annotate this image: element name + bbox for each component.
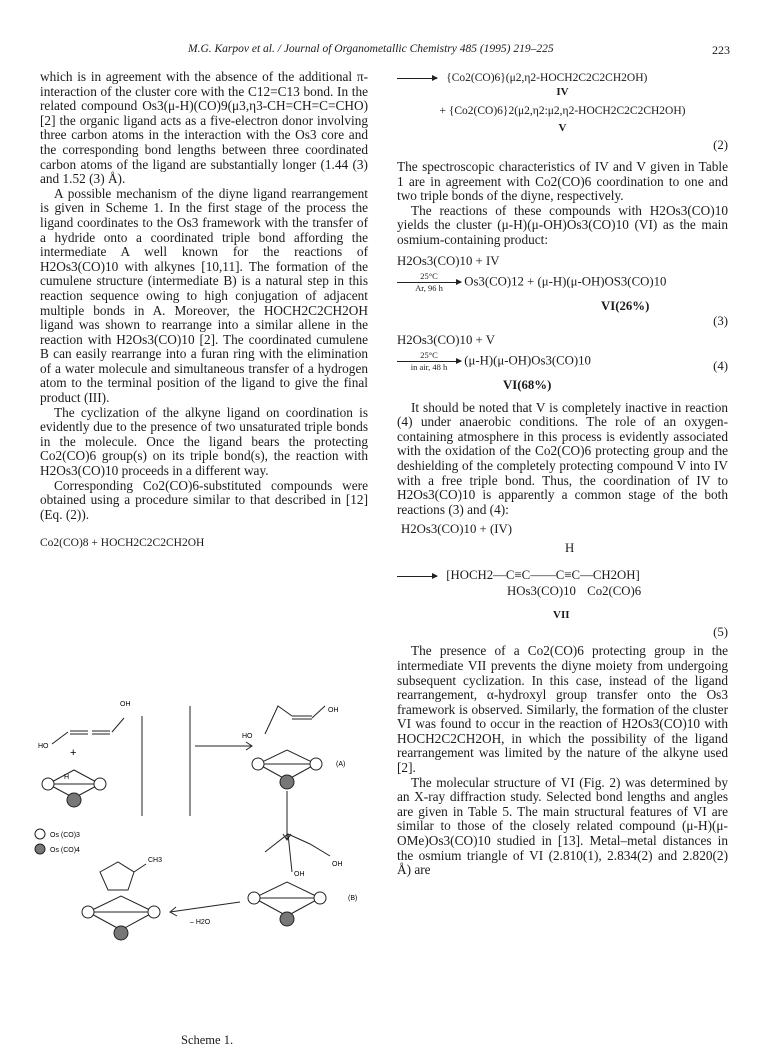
left-column [40, 70, 368, 551]
equation-3-products: Os3(CO)12 + (μ-H)(μ-OH)OS3(CO)10 [464, 274, 667, 288]
equation-5-number-row [397, 625, 728, 640]
equation-2-number-row [397, 138, 728, 154]
equation-5-reactants: H2Os3(CO)10 + (IV) [401, 522, 512, 537]
running-header [40, 43, 730, 59]
scheme-label-oh-b2: OH [294, 871, 305, 878]
equation-5-main-row [397, 568, 728, 583]
intermediate-a-label: (A) [336, 761, 346, 768]
equation-3-arrow: $\frac{25^\circ C}{Ar, 96 h}$ [397, 272, 461, 293]
equation-4-reactants: H2Os3(CO)10 + V [397, 332, 495, 347]
page-number: 223 [712, 43, 730, 57]
equation-5-sub-right: Co2(CO)6 [587, 584, 642, 599]
eq2-reactants: Co2(CO)8 + HOCH2C2C2CH2OH [40, 537, 205, 550]
equation-5-number: (5) [713, 625, 728, 640]
equation-3-yield-row [397, 299, 728, 314]
scheme-label-plus: + [70, 747, 77, 759]
equation-3-products-row [397, 272, 728, 293]
equation-3-yield: VI(26%) [601, 298, 650, 313]
compound-label-vii: VII [553, 609, 570, 622]
equation-4-number: (4) [713, 358, 728, 373]
paragraph-1: which is in agreement with the absence of the additional π-interaction of the cluster core with the C12=C13 bond. In the related compound Os3(μ-H)(CO)9(μ3,η3-CH=CH=C=CHO) [2] the organic ligand acts as a five-electron donor involving three carbon atoms in the interaction with the Os3 core and the corresponding bond lengths between three coordinated carbon atoms of the ligand are substantially longer (1.44 (3) and 1.52 (3) Å). [40, 69, 368, 187]
equation-3-number-row [397, 314, 728, 329]
equation-4-products: (μ-H)(μ-OH)Os3(CO)10 [464, 353, 591, 367]
paragraph-3: The cyclization of the alkyne ligand on coordination is evidently due to the presence of two unsaturated triple bonds in the molecule. Once the ligand bears the protecting Co2(CO)6 group(s) on its triple bond(s), the reaction with H2Os3(CO)10 proceeds in a different way. [40, 404, 368, 479]
equation-5-vii-row [397, 607, 728, 623]
scheme-label-minus-water: – H2O [190, 919, 211, 926]
paragraph-4: Corresponding Co2(CO)6-substituted compounds were obtained using a procedure similar to that described in [12] (Eq. (2)). [40, 477, 368, 522]
equation-5-sub-left: HOs3(CO)10 [507, 584, 576, 599]
equation-4-yield-row [397, 378, 728, 393]
equation-3-reactants: H2Os3(CO)10 + IV [397, 253, 500, 268]
equation-5-main: [HOCH2—C≡C——C≡C—CH2OH] [446, 568, 640, 583]
equation-2-line-2: + {Co2(CO)6}2(μ2,η2:μ2,η2-HOCH2C2C2CH2OH) [439, 105, 686, 117]
equation-5-arrow [397, 576, 437, 577]
paragraph-2: A possible mechanism of the diyne ligand rearrangement is given in Scheme 1. In the first stage of the process the ligand coordinates to the Os3 framework with the transfer of a hydride onto a coordinated triple bond affording the intermediate A well known for the reactions of H2Os3(CO)10 with alkynes [10,11]. The formation of the cumulene structure (intermediate B) is a natural step in this reaction sequence owing to high conjugation of adjacent multiple bonds in A. Moreover, the HOCH2C2CH2OH ligand was shown to rearrange into a similar allene in the reaction with H2Os3(CO)10 [2]. The coordinated cumulene B can easily rearrange into a furan ring with the elimination of a water molecule and simultaneous transfer of a hydrogen atom to the terminal position of the ligand to give the final product (III). [40, 185, 368, 406]
legend-os-co4: Os (CO)4 [50, 847, 80, 854]
equation-4-arrow: 25°C in air, 48 h [397, 351, 461, 372]
paragraph-r3: It should be noted that V is completely inactive in reaction (4) under anaerobic conditions. The role of an oxygen-containing atmosphere in this process is evidently associated with the oxidation of the Co2(CO)6 protecting group and the deshielding of the completely protecting compound V into IV with a free triple bond. Thus, the coordination of IV to H2Os3(CO)10 is apparently a common stage of the both reactions (3) and (4): [397, 399, 728, 517]
equation-2-line-1: {Co2(CO)6}(μ2,η2-HOCH2C2C2CH2OH) [397, 70, 728, 85]
scheme-1-figure [30, 676, 370, 976]
equation-4-products-row [397, 351, 728, 372]
intermediate-b-label: (B) [348, 895, 358, 902]
scheme-caption: Scheme 1. [181, 1033, 234, 1047]
scheme-label-ch3: CH3 [148, 857, 163, 864]
scheme-label-oh-b: OH [332, 861, 343, 868]
compound-label-v: V [558, 122, 567, 134]
equation-3-number: (3) [713, 313, 728, 328]
equation-2-number: (2) [713, 138, 728, 152]
journal-citation: M.G. Karpov et al. / Journal of Organometallic Chemistry 485 (1995) 219–225 [188, 43, 554, 55]
reaction-arrow [397, 78, 437, 79]
equation-5-hydrogen: H [565, 541, 575, 556]
scheme-label-oh-top: OH [120, 701, 131, 708]
paragraph-r4: The presence of a Co2(CO)6 protecting group in the intermediate VII prevents the diyne moiety from undergoing subsequent cyclization. In this case, instead of the ligand rearrangement, α-hydroxyl group transfer onto the Os3 framework is observed. Similarly, the formation of the cluster VI was found to occur in the reaction of H2Os3(CO)10 with HOCH2C2CH2OH, in which the possibility of the ligand rearrangement was limited by the nature of the alkyne used [2]. [397, 643, 728, 776]
legend-os-co3: Os (CO)3 [50, 832, 80, 839]
paragraph-r5: The molecular structure of VI (Fig. 2) was determined by an X-ray diffraction study. Selected bond lengths and angles are given in Table 5. The main structural features of VI are similar to those of the closely related compound (μ-H)(μ-OMe)Os3(CO)10 studied in [13]. Metal–metal distances in the osmium triangle of VI (2.810(1), 2.834(2) and 2.820(2) Å) are [397, 774, 728, 878]
scheme-label-ho-left: HO [38, 743, 49, 750]
equation-5-sub-row [397, 584, 728, 599]
paragraph-r2: The reactions of these compounds with H2Os3(CO)10 yields the cluster (μ-H)(μ-OH)Os3(CO)10 (VI) as the main osmium-containing product: [397, 202, 728, 247]
equation-4-yield: VI(68%) [503, 377, 552, 392]
right-column [397, 70, 728, 878]
equation-5-h-row [397, 541, 728, 556]
paragraph-r1: The spectroscopic characteristics of IV and V given in Table 1 are in agreement with Co2(CO)6 coordination to one and two triple bonds of the diyne, respectively. [397, 159, 728, 204]
scheme-label-ho-a: HO [242, 733, 253, 740]
compound-label-iv: IV [556, 86, 569, 98]
scheme-label-h: H [64, 774, 70, 781]
scheme-label-oh-a: OH [328, 707, 339, 714]
